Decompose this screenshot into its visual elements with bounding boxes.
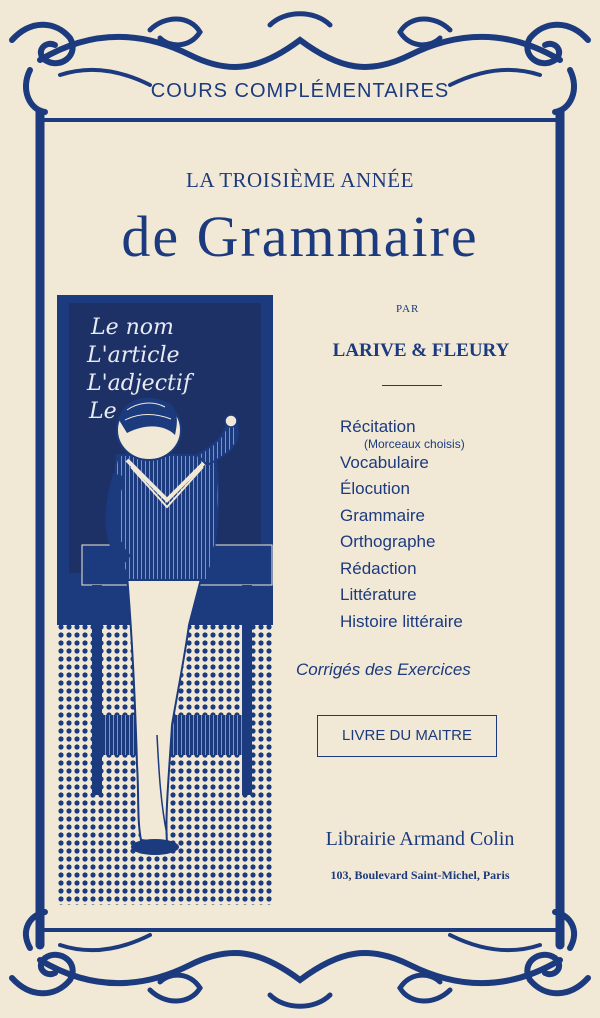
by-label: PAR <box>396 303 420 315</box>
topic-item: Élocution <box>340 479 410 498</box>
topic-item: Orthographe <box>340 532 436 551</box>
corriges-line: Corrigés des Exercices <box>296 660 471 679</box>
book-title: de Grammaire <box>121 204 479 269</box>
divider-rule <box>382 385 442 386</box>
topics-list <box>340 414 465 635</box>
topic-subitem: (Morceaux choisis) <box>364 436 465 451</box>
publisher-address: 103, Boulevard Saint-Michel, Paris <box>330 868 510 882</box>
topic-item: Récitation <box>340 417 416 436</box>
blackboard-line-4: Le <box>89 399 117 424</box>
book-subtitle: LA TROISIÈME ANNÉE <box>186 168 414 192</box>
topic-item: Littérature <box>340 585 417 604</box>
blackboard-line-1: Le nom <box>91 315 174 340</box>
topic-item: Rédaction <box>340 558 417 578</box>
illustration-boy-at-blackboard <box>57 295 273 905</box>
blackboard-line-2: L'article <box>87 343 180 368</box>
topic-item: Grammaire <box>340 505 426 525</box>
series-title: COURS COMPLÉMENTAIRES <box>150 80 450 102</box>
topic-item: Histoire littéraire <box>340 611 463 631</box>
topic-item: Vocabulaire <box>340 452 429 472</box>
blackboard-line-3: L'adjectif <box>87 371 192 396</box>
edition-box: LIVRE DU MAITRE <box>317 715 497 757</box>
authors: LARIVE & FLEURY <box>332 340 510 361</box>
publisher-name: Librairie Armand Colin <box>325 828 515 850</box>
